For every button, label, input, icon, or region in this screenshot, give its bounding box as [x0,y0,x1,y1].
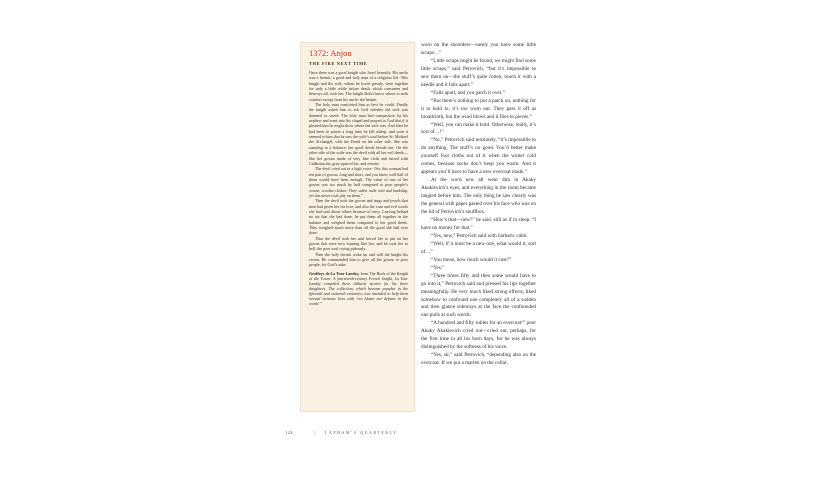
sidebar-paragraph: The holy man comforted him as best he could. Finally the knight asked him to ask God whether the wife was damned or saved. The holy man had compassion for his nephew and went into his chapel and prayed to God that if it pleased him he might show where the wife was. And after he had been in prayer a long time he fell asleep, and soon it seemed to him that he saw the wife’s soul before St. Michael the Archangel, with the Fiend on the other side. She was standing in a balance, her good deeds beside her. On the other side of the scale was the devil with all her evil deeds—like her gowns made of very fine cloth and furred with Calabrian fur, gray squirrel fur, and ermine. [309,102,408,166]
footer-separator: | [314,430,315,435]
main-text-column [421,42,536,417]
sidebar-credit [309,271,408,307]
sidebar-subtitle: THE FIRE NEXT TIME [309,61,368,66]
credit-author: Geoffroy de La Tour Landry, [309,270,360,276]
sidebar-paragraph: Once there was a good knight who lived honestly. His uncle was a hermit, a good and holy man of a religious life. This knight and his wife, whom he loved greatly, were together for only a little while before death, which consumes and destroys all, took her. The knight didn’t know where to seek comfort except from his uncle, the hermit. [309,70,408,102]
sidebar-paragraph: The devil cried out in a high voice. “Sir, this woman had ten pair of gowns, long and short, and you know well half of them would have been enough. The value of one of her gowns was too much by half compared to poor people’s coarse, woolen clothes. They suffer such cold and hardship, yet she never took pity on them.” [309,166,408,198]
body-paragraph: At the word new all went dim in Akaky Akakievich’s eyes, and everything in the room became tangled before him. The only thing he saw clearly was the general with paper pasted over his face who was on the lid of Petrovich’s snuffbox. [421,177,536,216]
sidebar-title: 1372: Anjou [309,48,352,58]
body-paragraph: “You mean, how much would it cost?” [431,256,512,263]
credit-note: A fourteenth-century French knight, La Tour Landry compiled these didactic stories for his three daughters. The collection, which became popular in the fifteenth and sixteenth centuries, was intended to help them toward virtuous lives with “no blame nor defame in the world.” [309,275,408,307]
page-number: 124 [285,430,293,435]
body-paragraph: “Falls apart, and you patch it over.” [431,89,505,96]
body-paragraph: “Yes.” [431,264,445,271]
body-paragraph: “Yes, new,” Petrovich said with barbaric calm. [431,232,528,239]
sidebar-paragraph: Thus the devil took her and forced her to put on her gowns that were now burning like fire, and he took her to hell, the poor soul crying piteously. [309,235,408,252]
body-paragraph: “Well, you can make it hold. Otherwise, really, it’s sort of…!” [421,121,536,136]
credit-source: from The Book of the Knight of the Tower. [309,270,408,281]
sidebar-paragraph: Then the devil took the gowns and rings and jewels that men had given her for love, and also the vain and evil words she had said about others because of envy. Leaving behind no sin that she had done, he put them all together in the balance and weighed them compared to her good deeds. They weighed much more than all the good she had ever done. [309,198,408,236]
body-paragraph: “But there’s nothing to put a patch on, nothing for it to hold to, it’s too worn out. They pass it off as broadcloth, but the wind blows and it flies to pieces.” [421,97,536,120]
body-paragraph: “Three times fifty and then some would have to go into it,” Petrovich said and pressed his lips together meaningfully. He very much liked strong effects, liked somehow to confound one completely all of a sudden and then glance sideways at the face the confounded one pulls at such words. [421,272,536,319]
sidebar-paragraph: Then the holy hermit woke up and told the knight his vision. He commanded him to give all her gowns to poor people, for God’s sake. [309,251,408,268]
body-paragraph: “Well, if it must be a new one, what would it, sort of…” [421,240,536,255]
magazine-name: LAPHAM’S QUARTERLY [325,431,398,435]
body-paragraph: “Little scraps might be found, we might find some little scraps,” said Petrovich, “but it’s impossible to sew them on—the stuff’s quite rotten, touch it with a needle and it falls apart.” [421,57,536,88]
sidebar-box [300,42,415,412]
body-paragraph: “How’s that—new?” he said, still as if in sleep. “I have no money for that.” [421,216,536,231]
body-paragraph: “Yes, sir,” said Petrovich, “depending also on the overcoat. If we put a marten on the collar, [421,352,536,367]
body-paragraph: “A hundred and fifty rubles for an overcoat!” poor Akaky Akakievich cried out—cried out, perhaps, for the first time in all his born days, for he was always distinguished by the softness of his voice. [421,320,536,351]
body-paragraph: “No,” Petrovich said resolutely, “it’s impossible to do anything. The stuff’s no good. You’d better make yourself foot cloths out of it when the winter cold comes, because socks don’t keep you warm. And it appears you’ll have to have a new overcoat made.” [421,137,536,176]
body-paragraph: worn on the shoulders—surely you have some little scraps…” [421,42,536,56]
